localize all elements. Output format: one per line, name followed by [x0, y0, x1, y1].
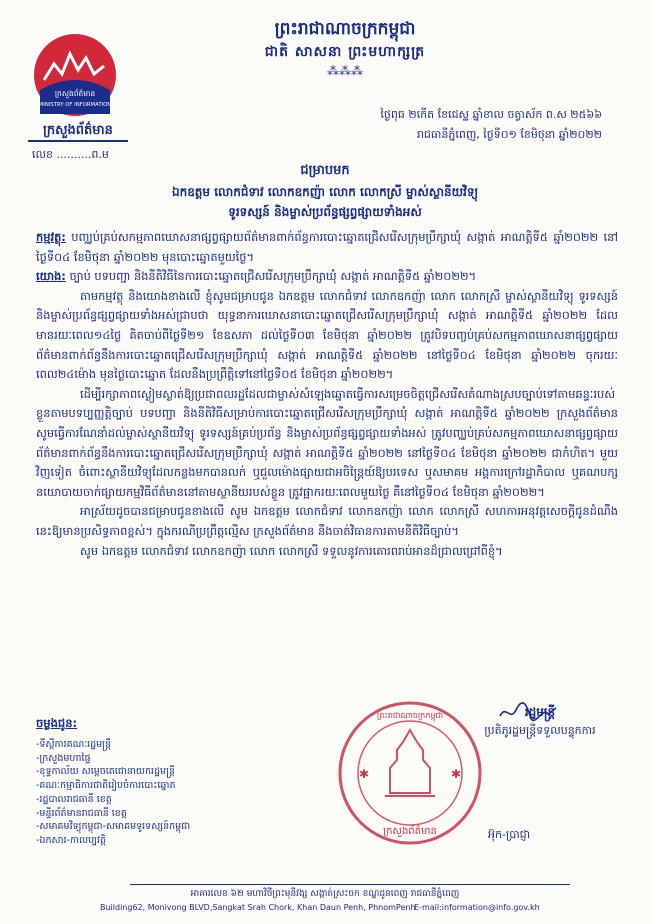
cc-item: -គណៈកម្មាធិការជាតិរៀបចំការបោះឆ្នោត — [36, 780, 176, 792]
reference-label: យោង: — [36, 269, 66, 284]
svg-text:ក្រសួងព័ត៌មាន: ក្រសួងព័ត៌មាន — [383, 826, 437, 837]
subject-line — [36, 228, 618, 267]
ministry-divider — [28, 140, 128, 142]
svg-text:✱: ✱ — [359, 767, 370, 781]
reference-line — [36, 267, 618, 287]
closing-paragraph: សូម ឯកឧត្តម លោកជំទាវ លោកឧកញ៉ា លោក លោកស្រី ទទួលនូវការគោរពរាប់អានដ៏ជ្រាលជ្រៅពីខ្ញុំ។ — [80, 543, 503, 558]
footer-divider — [130, 884, 570, 885]
lunar-date: ថ្ងៃពុធ ២កើត ខែជេស្ឋ ឆ្នាំខាល ចត្វាស័ក ព.ស ២៥៦៦ — [380, 108, 602, 121]
motto-ornament-icon: ⁂⁂⁂ — [327, 64, 363, 78]
ministry-name: ក្រសួងព័ត៌មាន — [43, 123, 113, 138]
body-paragraph-1: តាមកម្មវត្ថុ និងយោងខាងលើ ខ្ញុំសូមជម្រាបជូន ឯកឧត្តម លោកជំទាវ លោកឧកញ៉ា លោក លោកស្រី ម្ចាស់ស្ថានីយវិទ្យុ ទូរទស្សន៍ និងម្ចាស់ប្រព័ន្ធផ្សព្វផ្សាយទាំងអស់ជ្រាបថា យុទ្ធនាការឃោសនាបោះឆ្នោតជ្រើសរើសក្រុមប្រឹក្សាឃុំ សង្កាត់ អាណត្តិទី៥ ឆ្នាំ២០២២ ដែលមានរយៈពេល១៤ថ្ងៃ គិតចាប់ពីថ្ងៃទី២១ ខែឧសភា ដល់ថ្ងៃទី០៣ ខែមិថុនា ឆ្នាំ២០២២ ត្រូវបិទបញ្ចប់គ្រប់សកម្មភាពឃោសនាផ្សព្វផ្សាយព័ត៌មានពាក់ព័ន្ធនឹងការបោះឆ្នោតជ្រើសរើសក្រុមប្រឹក្សាឃុំ សង្កាត់ អាណត្តិទី៥ ឆ្នាំ២០២២ នៅថ្ងៃទី០៤ ខែមិថុនា ឆ្នាំ២០២២ ចុករយៈពេល២៤ម៉ោង មុនថ្ងៃបោះឆ្នោត ដែលនឹងប្រព្រឹត្តិទៅនៅថ្ងៃទី០៥ ខែមិថុនា ឆ្នាំ២០២២។ — [36, 288, 618, 382]
letter-body — [36, 228, 618, 561]
body-paragraph-3: អាស្រ័យដូចបានជម្រាបជូនខាងលើ សូម ឯកឧត្តម លោកជំទាវ លោកឧកញ៉ា លោក លោកស្រី សហការអនុវត្តសេចក្តីជូនដំណឹងនេះឱ្យមានប្រសិទ្ធភាពខ្ពស់។ ក្នុងករណីប្រព្រឹត្តល្មើស ក្រសួងព័ត៌មាន នឹងចាត់វិធានការតាមនីតិវិធីច្បាប់។ — [36, 504, 618, 538]
body-paragraph-2: ដើម្បីរក្សាភាពស្ងៀមស្ងាត់ឱ្យប្រជាពលរដ្ឋដែលជាម្ចាស់សំឡេងឆ្នោតធ្វើការសម្រេចចិត្តជ្រើសរើសតំណាងស្របច្បាប់ទៅតាមឆន្ទៈរបស់ខ្លួនតាមបទប្បញ្ញត្តិច្បាប់ បទបញ្ជា និងនីតិវិធីសម្រាប់ការបោះឆ្នោតជ្រើសរើសក្រុមប្រឹក្សាឃុំ សង្កាត់ អាណត្តិទី៥ ឆ្នាំ២០២២ ក្រសួងព័ត៌មាន សូមធ្វើការណែនាំដល់ម្ចាស់ស្ថានីយវិទ្យុ ទូរទស្សន៍គ្រប់ប្រព័ន្ធ និងម្ចាស់ប្រព័ន្ធផ្សព្វផ្សាយទាំងអស់ ត្រូវបញ្ឈប់គ្រប់សកម្មភាពឃោសនាផ្សព្វផ្សាយព័ត៌មានពាក់ព័ន្ធនឹងការបោះឆ្នោតជ្រើសរើសក្រុមប្រឹក្សាឃុំ សង្កាត់ អាណត្តិទី៥ ឆ្នាំ២០២២ នៅថ្ងៃទី០៤ ខែមិថុនា ឆ្នាំ២០២២ ជាកំហិត។ មួយវិញទៀត ចំពោះស្ថានីយវិទ្យុដែលកន្លងមកបានលក់ ឬជួលម៉ោងផ្សាយជាអចិន្ត្រៃយ៍ឱ្យបរទេស ឬសមាគម អង្គការក្រៅរដ្ឋាភិបាល ឬគណបក្សនយោបាយចាក់ផ្សាយកម្មវិធីព័ត៌មាននៅតាមស្ថានីយរបស់ខ្លួន ត្រូវផ្អាករយៈពេលមួយថ្ងៃ គឺនៅថ្ងៃទី០៤ ខែមិថុនា ឆ្នាំ២០២២។ — [36, 386, 618, 499]
handwritten-signature — [498, 700, 558, 724]
footer-email: E-mail:information@info.gov.kh — [414, 903, 540, 912]
cc-item: -ទីស្តីការគណៈរដ្ឋមន្ត្រី — [36, 739, 112, 750]
footer-address-kh: អាគារលេខ ៦២ មហាវិថីព្រះមុនីវង្ស សង្កាត់ស្រះចក ខណ្ឌដូនពេញ រាជធានីភ្នំពេញ — [190, 889, 460, 899]
cc-item: -សមាគមវិទ្យុកម្ពុជា-សមាគមទូរទស្សន៍កម្ពុជា — [36, 821, 191, 833]
svg-text:ព្រះរាជាណាចក្រកម្ពុជា: ព្រះរាជាណាចក្រកម្ពុជា — [376, 711, 444, 720]
svg-text:ក្រសួងព័ត៌មាន: ក្រសួងព័ត៌មាន — [54, 89, 96, 98]
subject-text: បញ្ឈប់គ្រប់សកម្មភាពឃោសនាផ្សព្វផ្សាយព័ត៌មានពាក់ព័ន្ធការបោះឆ្នោតជ្រើសរើសក្រុមប្រឹក្សាឃុំ សង្កាត់ អាណត្តិទី៥ ឆ្នាំ២០២២ នៅថ្ងៃទី០៤ ខែមិថុនា ឆ្នាំ២០២២ មុនបោះឆ្នោតមួយថ្ងៃ។ — [36, 230, 618, 264]
national-motto: ជាតិ សាសនា ព្រះមហាក្សត្រ — [264, 44, 426, 60]
signatory-name: អ៊ុក-ប្រាជ្ញា — [488, 828, 531, 841]
subject-label: កម្មវត្ថុ: — [36, 230, 66, 244]
svg-text:MINISTRY OF INFORMATION: MINISTRY OF INFORMATION — [38, 102, 112, 108]
kingdom-title: ព្រះរាជាណាចក្រកម្ពុជា — [274, 19, 416, 39]
signatory-title: រដ្ឋមន្ត្រី — [524, 705, 556, 719]
cc-item: -ក្រសួងមហាផ្ទៃ — [36, 752, 91, 764]
ministry-logo-icon — [30, 30, 120, 120]
signatory-subtitle: ប្រតិភូរដ្ឋមន្ត្រីទទួលបន្ទុកការ — [484, 724, 596, 737]
footer-address-en: Building62, Monivong BLVD,Sangkat Srah Chork, Khan Daun Penh, PhnomPenh — [100, 903, 416, 912]
reference-number: លេខ ..........ព.ម — [32, 148, 109, 161]
cc-item: -ខុទ្ទកាល័យ សម្តេចតេជោនាយករដ្ឋមន្ត្រី — [36, 766, 175, 778]
cc-item: -រដ្ឋបាលរាជធានី ខេត្ត — [36, 793, 112, 805]
cc-list — [36, 738, 266, 848]
cc-item: -ឯកសារ-កាលប្បវត្តិ — [36, 834, 106, 846]
cc-heading: ចម្លងជូន: — [36, 716, 78, 730]
cc-item: -មន្ទីរព័ត៌មានរាជធានី ខេត្ត — [36, 807, 127, 819]
announcement-heading: ជម្រាបមក — [300, 163, 350, 178]
addressee-line-1: ឯកឧត្តម លោកជំទាវ លោកឧកញ៉ា លោក លោកស្រី ម្ចាស់ស្ថានីយវិទ្យុ — [171, 185, 479, 199]
solar-date: រាជធានីភ្នំពេញ, ថ្ងៃទី០១ ខែមិថុនា ឆ្នាំ២០២២ — [416, 128, 602, 141]
svg-text:✱: ✱ — [451, 767, 462, 781]
reference-text: ច្បាប់ បទបញ្ជា និងនីតិវិធីនៃការបោះឆ្នោតជ្រើសរើសក្រុមប្រឹក្សាឃុំ សង្កាត់ អាណត្តិទី៥ ឆ្នាំ២០២២។ — [65, 269, 477, 284]
addressee-line-2: ទូរទស្សន៍ និងម្ចាស់ប្រព័ន្ធផ្សព្វផ្សាយទាំងអស់ — [228, 205, 422, 219]
